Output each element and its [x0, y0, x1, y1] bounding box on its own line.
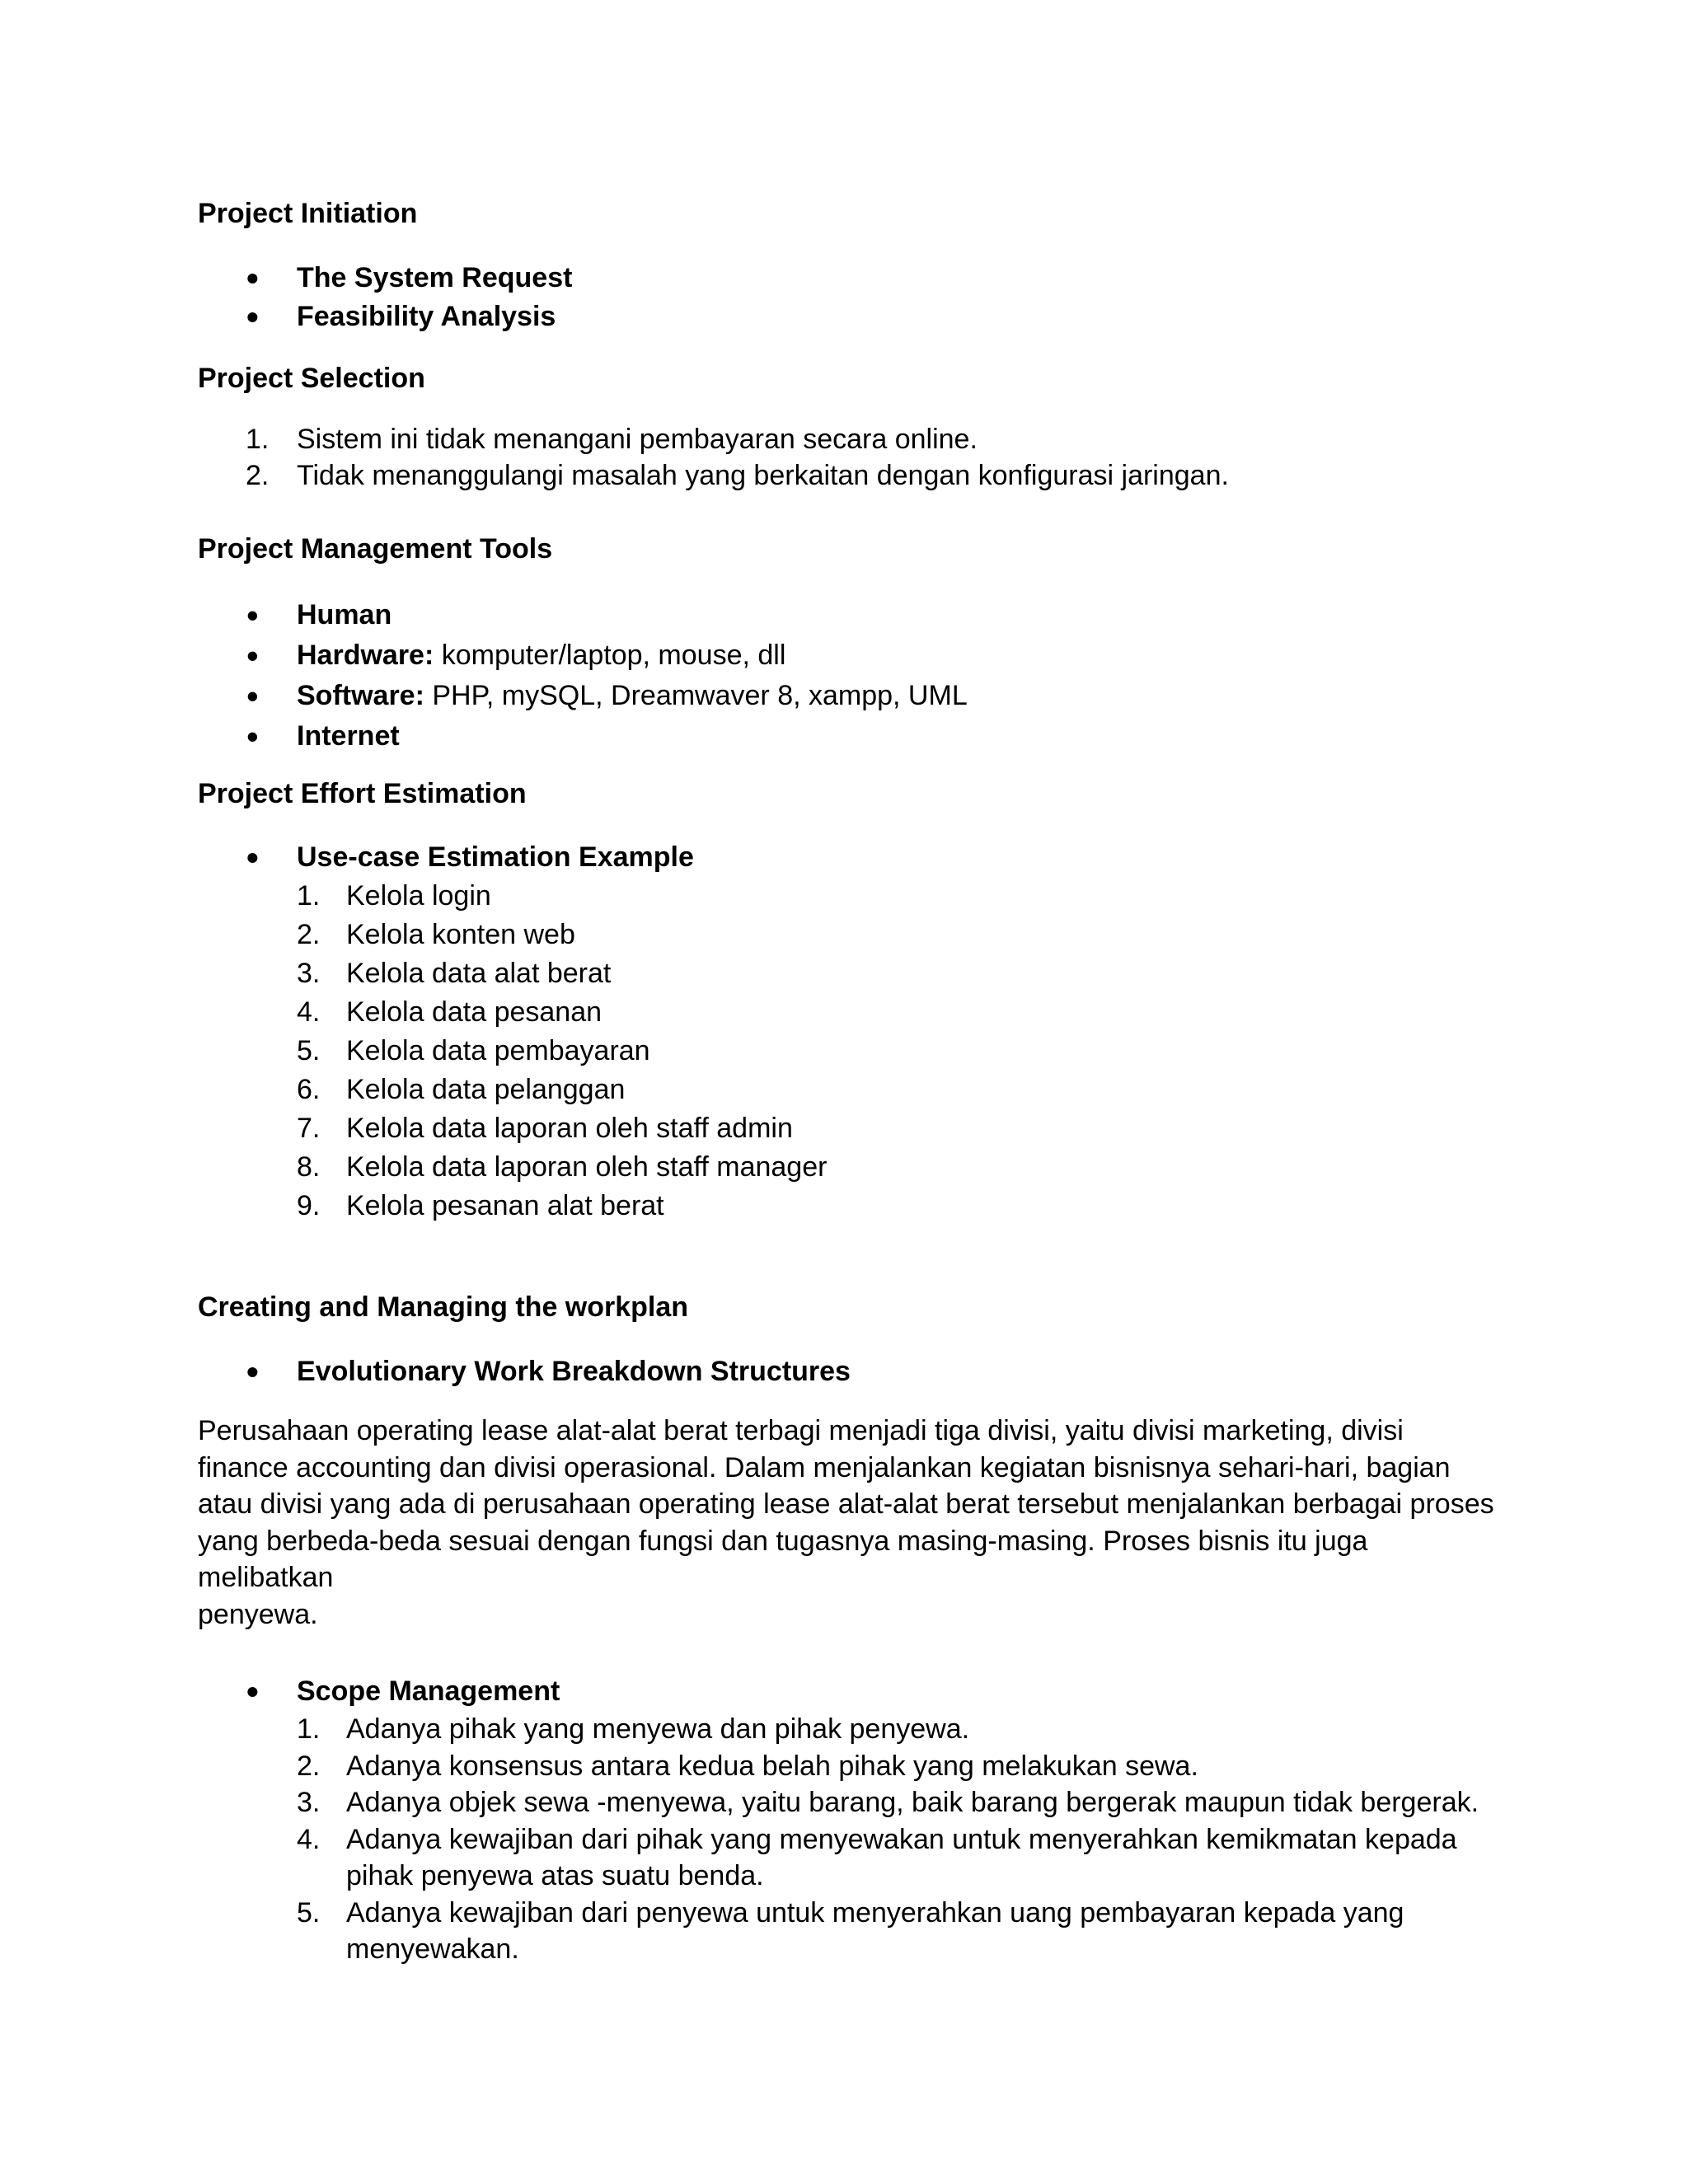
- list-item: [198, 1821, 1500, 1895]
- list-item-text: Kelola data laporan oleh staff manager: [346, 1151, 828, 1183]
- list-item: [198, 635, 1500, 676]
- tool-label: Software:: [297, 680, 424, 711]
- tool-text: PHP, mySQL, Dreamwaver 8, xampp, UML: [424, 680, 968, 711]
- list-number: 1.: [246, 424, 270, 455]
- list-item: [198, 1071, 1500, 1109]
- list-item: • The System Request: [198, 259, 1500, 298]
- list-item: [198, 1895, 1500, 1968]
- list-item: [198, 954, 1500, 993]
- list-number: 2.: [297, 919, 321, 950]
- list-item: [198, 993, 1500, 1032]
- list-item: [198, 676, 1500, 716]
- list-item-text: Kelola login: [346, 880, 491, 912]
- list-item-text: Adanya pihak yang menyewa dan pihak penyewa.: [346, 1713, 970, 1745]
- paragraph-line: finance accounting dan divisi operasional. Dalam menjalankan kegiatan bisnisnya sehari-hari, bagian: [198, 1451, 1451, 1483]
- list-item: [198, 877, 1500, 916]
- list-item-text: Adanya kewajiban dari penyewa untuk menyerahkan uang pembayaran kepada yang: [346, 1896, 1404, 1929]
- list-item-text: Tidak menanggulangi masalah yang berkaitan dengan konfigurasi jaringan.: [297, 460, 1229, 491]
- workplan-paragraph: [198, 1413, 1500, 1633]
- list-item-text: Adanya kewajiban dari pihak yang menyewakan untuk menyerahkan kemikmatan kepada: [346, 1823, 1457, 1855]
- list-item: [198, 421, 1500, 457]
- selection-list: [198, 421, 1500, 494]
- tool-label: Hardware:: [297, 640, 434, 671]
- list-item-text: pihak penyewa atas suatu benda.: [346, 1860, 764, 1891]
- list-item: [198, 1711, 1500, 1748]
- list-item: [198, 1032, 1500, 1071]
- initiation-list: [198, 259, 1500, 336]
- list-item-text: Kelola konten web: [346, 919, 575, 950]
- list-item: [198, 1148, 1500, 1187]
- effort-list: [198, 838, 1500, 877]
- list-item: [198, 1109, 1500, 1148]
- list-number: 2.: [297, 1750, 321, 1782]
- section-title-workplan: Creating and Managing the workplan: [198, 1291, 689, 1323]
- list-number: 8.: [297, 1151, 321, 1183]
- list-number: 7.: [297, 1113, 321, 1144]
- scope-list: [198, 1672, 1500, 1711]
- list-item-text: Kelola data pelanggan: [346, 1074, 626, 1105]
- list-item-text: Kelola data alat berat: [346, 958, 612, 989]
- tool-label: Internet: [297, 720, 400, 752]
- section-title-selection: Project Selection: [198, 363, 425, 394]
- paragraph-line: Perusahaan operating lease alat-alat berat terbagi menjadi tiga divisi, yaitu divisi marketing, divisi: [198, 1415, 1404, 1446]
- tools-list: [198, 595, 1500, 757]
- list-item-text: Kelola data pesanan: [346, 996, 603, 1028]
- list-number: 3.: [297, 958, 321, 989]
- list-item-text: Adanya objek sewa -menyewa, yaitu barang, baik barang bergerak maupun tidak bergerak.: [346, 1787, 1479, 1818]
- tool-text: komputer/laptop, mouse, dll: [434, 640, 786, 671]
- paragraph-line: penyewa.: [198, 1598, 318, 1630]
- section-title-initiation: Project Initiation: [198, 198, 418, 229]
- list-item-text: Kelola data pembayaran: [346, 1035, 650, 1066]
- list-item: [198, 1748, 1500, 1785]
- list-item: [198, 1187, 1500, 1226]
- list-number: 6.: [297, 1074, 321, 1105]
- list-number: 5.: [297, 1896, 321, 1929]
- list-item-text: menyewakan.: [346, 1933, 519, 1965]
- section-title-effort: Project Effort Estimation: [198, 778, 527, 809]
- list-item-text: Sistem ini tidak menangani pembayaran secara online.: [297, 424, 978, 455]
- list-number: 2.: [246, 460, 270, 491]
- list-item: [198, 457, 1500, 494]
- list-item: • Feasibility Analysis: [198, 298, 1500, 336]
- list-number: 5.: [297, 1035, 321, 1066]
- section-title-tools: Project Management Tools: [198, 533, 553, 565]
- list-number: 3.: [297, 1787, 321, 1818]
- list-number: 4.: [297, 1823, 321, 1855]
- list-item-text: Kelola pesanan alat berat: [346, 1190, 664, 1221]
- paragraph-line: atau divisi yang ada di perusahaan operating lease alat-alat berat tersebut menjalankan berbagai proses: [198, 1488, 1494, 1520]
- scope-items: [198, 1711, 1500, 1968]
- list-number: 9.: [297, 1190, 321, 1221]
- list-item: • Scope Management: [198, 1672, 1500, 1711]
- list-item-text: Kelola data laporan oleh staff admin: [346, 1113, 793, 1144]
- list-number: 1.: [297, 880, 321, 912]
- list-item-text: Adanya konsensus antara kedua belah pihak yang melakukan sewa.: [346, 1750, 1198, 1782]
- list-item: • Evolutionary Work Breakdown Structures: [198, 1352, 1500, 1391]
- list-item: • Use-case Estimation Example: [198, 838, 1500, 877]
- workplan-list: [198, 1352, 1500, 1391]
- document-content: [198, 194, 1500, 1968]
- tool-label: Human: [297, 599, 392, 630]
- list-number: 4.: [297, 996, 321, 1028]
- usecase-list: [198, 877, 1500, 1226]
- paragraph-line: yang berbeda-beda sesuai dengan fungsi dan tugasnya masing-masing. Proses bisnis itu juga melibatkan: [198, 1525, 1368, 1593]
- list-item: [198, 716, 1500, 757]
- list-item: [198, 916, 1500, 954]
- list-item: [198, 1784, 1500, 1821]
- list-number: 1.: [297, 1713, 321, 1745]
- list-item: [198, 595, 1500, 635]
